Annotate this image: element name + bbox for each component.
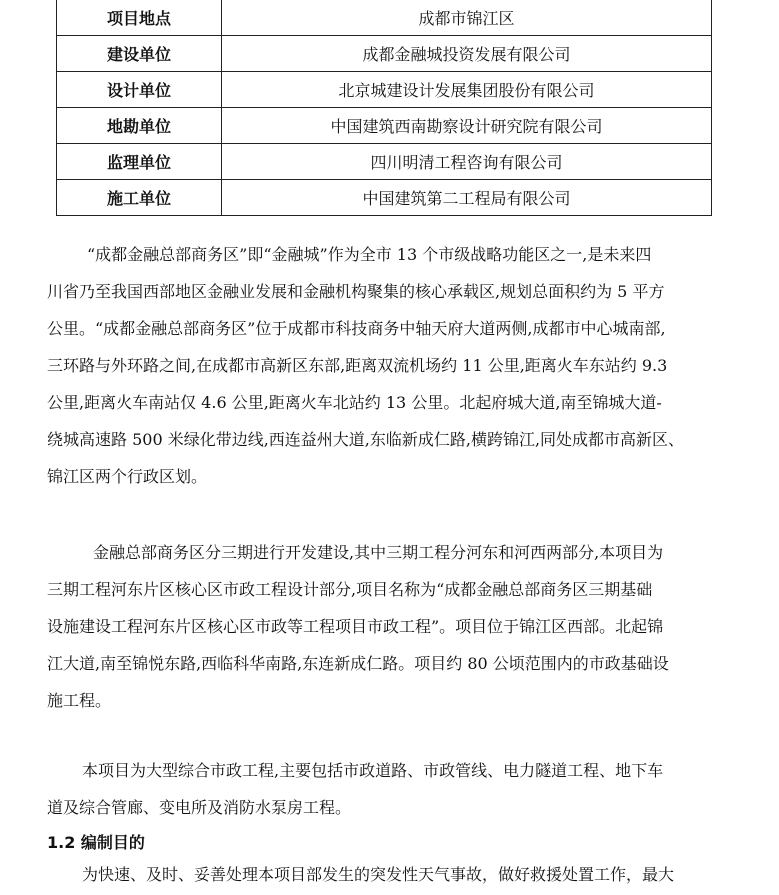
row-value-location: 成都市锦江区 bbox=[222, 0, 712, 36]
paragraph-line: 道及综合管廊、变电所及消防水泵房工程。 bbox=[47, 798, 352, 817]
paragraph-line: 为快速、及时、妥善处理本项目部发生的突发性天气事故，做好救援处置工作，最大 bbox=[82, 865, 675, 884]
paragraph-line: 三环路与外环路之间,在成都市高新区东部,距离双流机场约 11 公里,距离火车东站约 9.3 bbox=[47, 356, 668, 375]
paragraph-financial-city bbox=[47, 236, 767, 495]
row-value-supervisor: 四川明清工程咨询有限公司 bbox=[222, 144, 712, 180]
paragraph-line: 本项目为大型综合市政工程,主要包括市政道路、市政管线、电力隧道工程、地下车 bbox=[82, 761, 664, 780]
row-value-contractor: 中国建筑第二工程局有限公司 bbox=[222, 180, 712, 216]
paragraph-line: 公里。“成都金融总部商务区”位于成都市科技商务中轴天府大道两侧,成都市中心城南部, bbox=[47, 319, 666, 338]
row-label-location: 项目地点 bbox=[57, 0, 222, 36]
paragraph-line: 川省乃至我国西部地区金融业发展和金融机构聚集的核心承载区,规划总面积约为 5 平方 bbox=[47, 282, 665, 301]
paragraph-line: 三期工程河东片区核心区市政工程设计部分,项目名称为“成都金融总部商务区三期基础 bbox=[47, 580, 653, 599]
row-label-contractor: 施工单位 bbox=[57, 180, 222, 216]
paragraph-line: 绕城高速路 500 米绿化带边线,西连益州大道,东临新成仁路,横跨锦江,同处成都市高新区、 bbox=[47, 430, 685, 449]
table-row bbox=[57, 180, 712, 216]
paragraph-line: 施工程。 bbox=[47, 691, 112, 710]
project-info-table bbox=[56, 0, 712, 216]
row-value-developer: 成都金融城投资发展有限公司 bbox=[222, 36, 712, 72]
table-row bbox=[57, 144, 712, 180]
paragraph-purpose bbox=[47, 856, 767, 893]
row-label-designer: 设计单位 bbox=[57, 72, 222, 108]
row-label-developer: 建设单位 bbox=[57, 36, 222, 72]
row-label-survey: 地勘单位 bbox=[57, 108, 222, 144]
row-label-supervisor: 监理单位 bbox=[57, 144, 222, 180]
paragraph-line: 设施建设工程河东片区核心区市政等工程项目市政工程”。项目位于锦江区西部。北起锦 bbox=[47, 617, 664, 636]
table-row bbox=[57, 72, 712, 108]
paragraph-line: 金融总部商务区分三期进行开发建设,其中三期工程分河东和河西两部分,本项目为 bbox=[93, 543, 664, 562]
paragraph-line: 公里,距离火车南站仅 4.6 公里,距离火车北站约 13 公里。北起府城大道,南至锦城大道- bbox=[47, 393, 662, 412]
table-row bbox=[57, 0, 712, 36]
section-heading: 1.2 编制目的 bbox=[47, 833, 145, 852]
paragraph-line: “成都金融总部商务区”即“金融城”作为全市 13 个市级战略功能区之一,是未来四 bbox=[87, 245, 652, 264]
paragraph-line: 锦江区两个行政区划。 bbox=[47, 467, 208, 486]
paragraph-line: 江大道,南至锦悦东路,西临科华南路,东连新成仁路。项目约 80 公顷范围内的市政基础设 bbox=[47, 654, 669, 673]
table-row bbox=[57, 36, 712, 72]
paragraph-project-content bbox=[47, 752, 767, 826]
table-row bbox=[57, 108, 712, 144]
row-value-survey: 中国建筑西南勘察设计研究院有限公司 bbox=[222, 108, 712, 144]
paragraph-project-scope bbox=[47, 534, 767, 719]
row-value-designer: 北京城建设计发展集团股份有限公司 bbox=[222, 72, 712, 108]
